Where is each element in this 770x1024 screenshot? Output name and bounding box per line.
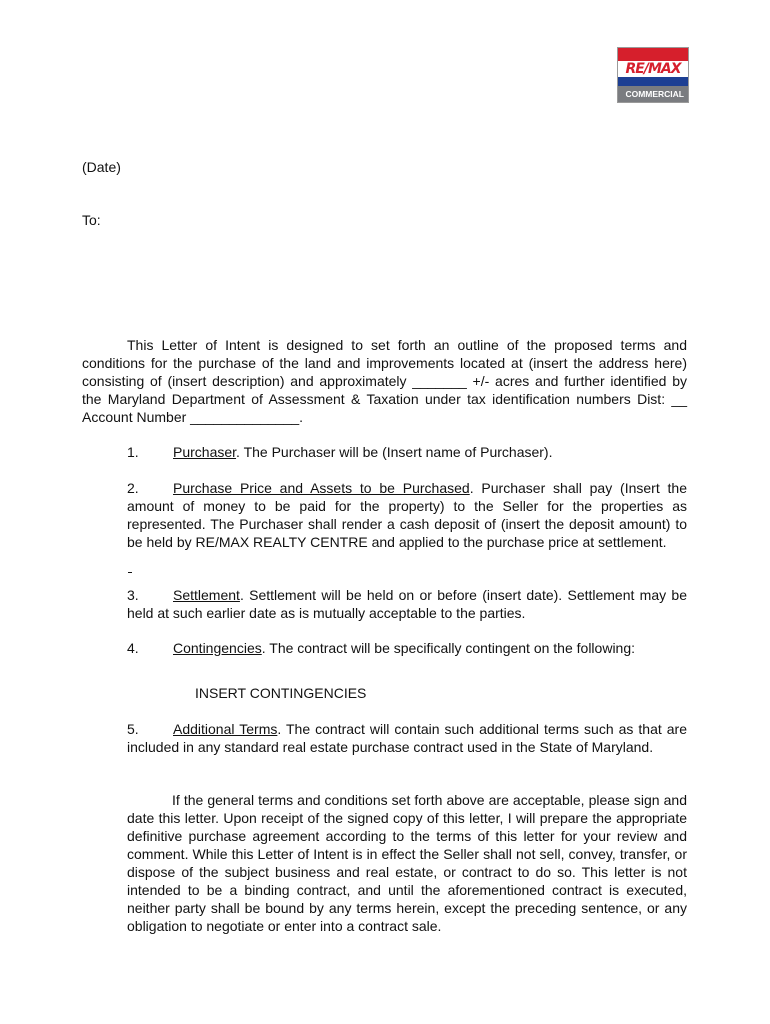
section-number: 2. xyxy=(127,480,139,496)
date-placeholder: (Date) xyxy=(82,159,121,175)
section-heading: Additional Terms xyxy=(173,721,278,737)
remax-commercial-logo xyxy=(617,47,689,103)
closing-paragraph: If the general terms and conditions set forth above are acceptable, please sign and date this letter. Upon receipt of the signed copy of this letter, I will prepare the appropriate definitive purchase agreement according to the terms of this letter for your review and comment. While this Letter of Intent is in effect the Seller shall not sell, convey, transfer, or dispose of the subject business and real estate, or contract to do so. This letter is not intended to be a binding contract, and until the aforementioned contract is executed, neither party shall be bound by any terms herein, except the preceding sentence, or any obligation to negotiate or enter into a contract sale. xyxy=(127,792,687,934)
section-text: . The Purchaser will be (Insert name of Purchaser). xyxy=(236,444,553,460)
section-text: . Purchaser shall pay (Insert the amount of money to be paid for the property) to the Seller for the properties as represented. The Purchaser shall render a cash deposit of (insert the deposit amount) to be held by RE/MAX REALTY CENTRE and applied to the purchase price at settlement. xyxy=(127,480,687,550)
contingencies-placeholder: INSERT CONTINGENCIES xyxy=(195,685,367,701)
section-text: . The contract will contain such additional terms such as that are included in any standard real estate purchase contract used in the State of Maryland. xyxy=(127,721,687,755)
to-label: To: xyxy=(82,212,101,228)
section-heading: Purchaser xyxy=(173,444,237,460)
section-number: 5. xyxy=(127,721,139,737)
section-purchaser xyxy=(127,443,687,461)
section-heading: Settlement xyxy=(173,587,240,603)
section-heading: Purchase Price and Assets to be Purchased xyxy=(173,480,470,496)
section-text: . Settlement will be held on or before (insert date). Settlement may be held at such earlier date as is mutually acceptable to the parties. xyxy=(127,587,687,621)
section-additional-terms xyxy=(127,720,687,756)
stray-underline-mark xyxy=(128,572,132,573)
logo-wordmark: RE/MAX xyxy=(625,61,681,77)
logo-division: COMMERCIAL xyxy=(618,86,688,102)
section-contingencies xyxy=(127,639,687,657)
section-text: . The contract will be specifically contingent on the following: xyxy=(261,640,636,656)
section-heading: Contingencies xyxy=(173,640,262,656)
section-settlement xyxy=(127,586,687,622)
section-purchase-price xyxy=(127,479,687,551)
section-number: 1. xyxy=(127,444,139,460)
intro-paragraph: This Letter of Intent is designed to set forth an outline of the proposed terms and conditions for the purchase of the land and improvements located at (insert the address here) consisting of (insert description) and approximately _______ +/- acres and further identified by the Maryland Department of Assessment & Taxation under tax identification numbers Dist: __ Account Number ______________. xyxy=(82,337,687,425)
section-number: 4. xyxy=(127,640,139,656)
section-number: 3. xyxy=(127,587,139,603)
